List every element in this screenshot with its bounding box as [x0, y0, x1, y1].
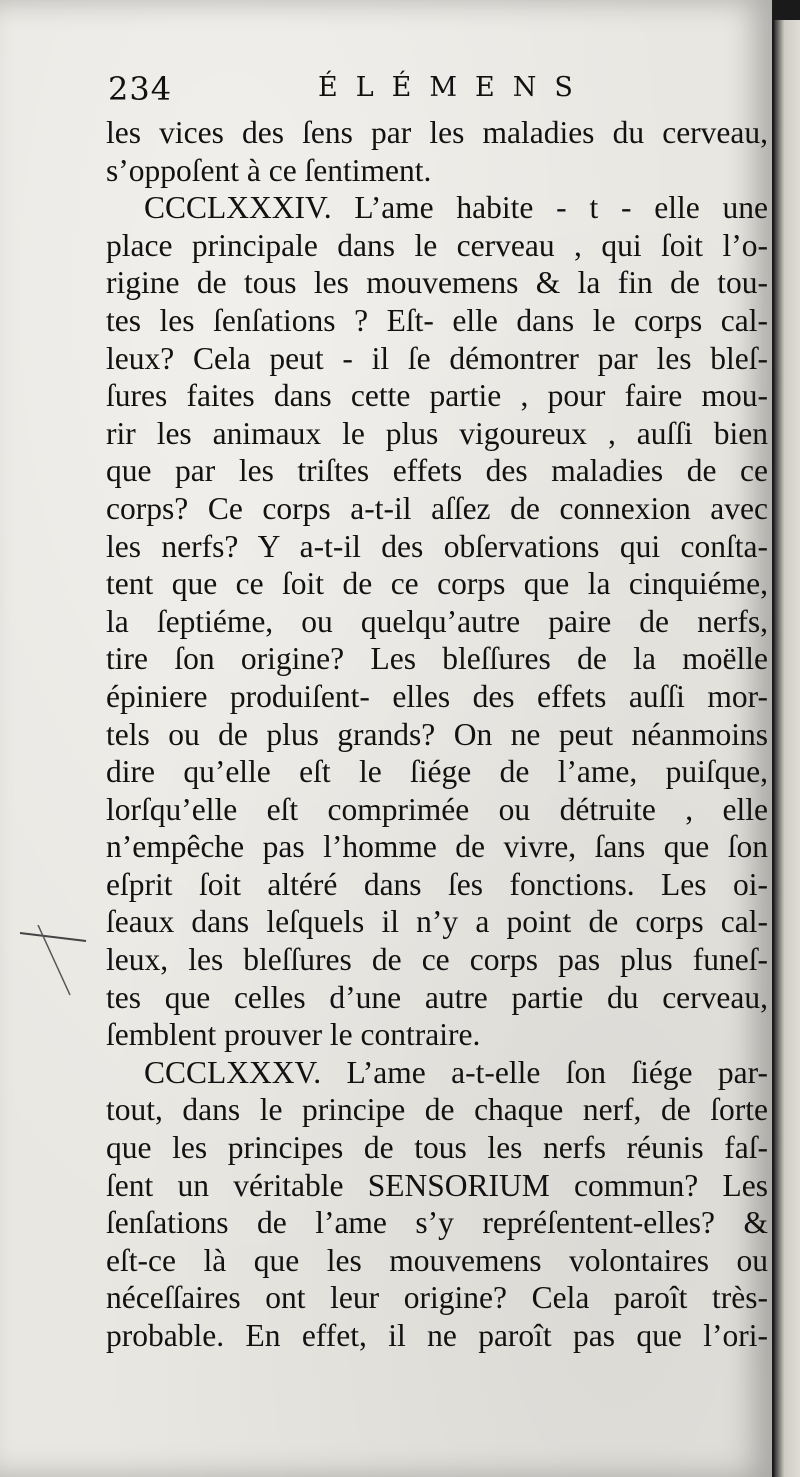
running-title: ÉLÉMENS: [318, 72, 591, 103]
text-line: place principale dans le cerveau , qui ſoit l’o-: [106, 227, 768, 263]
section-start-line: CCCLXXXV. L’ame a-t-elle ſon ſiége par-: [144, 1054, 768, 1090]
text-line: lorſqu’elle eſt comprimée ou détruite , elle: [106, 791, 768, 827]
text-line: tes que celles d’une autre partie du cerveau,: [106, 979, 768, 1015]
text-line: s’oppoſent à ce ſentiment.: [106, 152, 432, 188]
text-line: eſt-ce là que les mouvemens volontaires ou: [106, 1242, 768, 1278]
text-line: épiniere produiſent- elles des effets auſſi mor-: [106, 678, 768, 714]
page-number: 234: [108, 70, 173, 108]
text-line: eſprit ſoit altéré dans ſes fonctions. Les oi-: [106, 866, 768, 902]
text-line: tout, dans le principe de chaque nerf, de ſorte: [106, 1092, 768, 1128]
text-line: que par les triſtes effets des maladies de ce: [106, 453, 768, 489]
text-line: ſeaux dans leſquels il n’y a point de corps cal-: [106, 904, 768, 940]
text-line: néceſſaires ont leur origine? Cela paroît très-: [106, 1280, 768, 1316]
text-line: tire ſon origine? Les bleſſures de la moëlle: [106, 641, 768, 677]
book-gutter-edge: [774, 20, 800, 1477]
text-line: ſemblent prouver le contraire.: [106, 1017, 481, 1053]
text-line: que les principes de tous les nerfs réunis faſ-: [106, 1130, 768, 1166]
text-line: les nerfs? Y a-t-il des obſervations qui conſta-: [106, 528, 768, 564]
text-line: tent que ce ſoit de ce corps que la cinquiéme,: [106, 566, 768, 602]
text-line: les vices des ſens par les maladies du cerveau,: [106, 115, 768, 150]
text-line: corps? Ce corps a-t-il aſſez de connexion avec: [106, 490, 768, 526]
body-text: [106, 114, 768, 1355]
text-line: dire qu’elle eſt le ſiége de l’ame, puiſque,: [106, 754, 768, 790]
section-start-line: CCCLXXXIV. L’ame habite - t - elle une: [144, 190, 768, 226]
text-line: la ſeptiéme, ou quelqu’autre paire de nerfs,: [106, 603, 768, 639]
text-line: ſures faites dans cette partie , pour faire mou-: [106, 378, 768, 414]
margin-pencil-mark: [18, 925, 88, 1005]
text-line: leux? Cela peut - il ſe démontrer par les bleſ-: [106, 340, 768, 376]
text-line: ſent un véritable SENSORIUM commun? Les: [106, 1167, 768, 1203]
text-line: probable. En effet, il ne paroît pas que l’ori-: [106, 1318, 768, 1353]
text-line: n’empêche pas l’homme de vivre, ſans que ſon: [106, 829, 768, 865]
page-header: [108, 70, 768, 110]
text-line: tes les ſenſations ? Eſt- elle dans le corps cal-: [106, 302, 768, 338]
text-line: rir les animaux le plus vigoureux , auſſi bien: [106, 415, 768, 451]
text-line: ſenſations de l’ame s’y repréſentent-elles? &: [106, 1205, 768, 1241]
text-line: rigine de tous les mouvemens & la fin de tou-: [106, 265, 768, 301]
text-line: tels ou de plus grands? On ne peut néanmoins: [106, 716, 768, 752]
text-line: leux, les bleſſures de ce corps pas plus funeſ-: [106, 942, 768, 978]
